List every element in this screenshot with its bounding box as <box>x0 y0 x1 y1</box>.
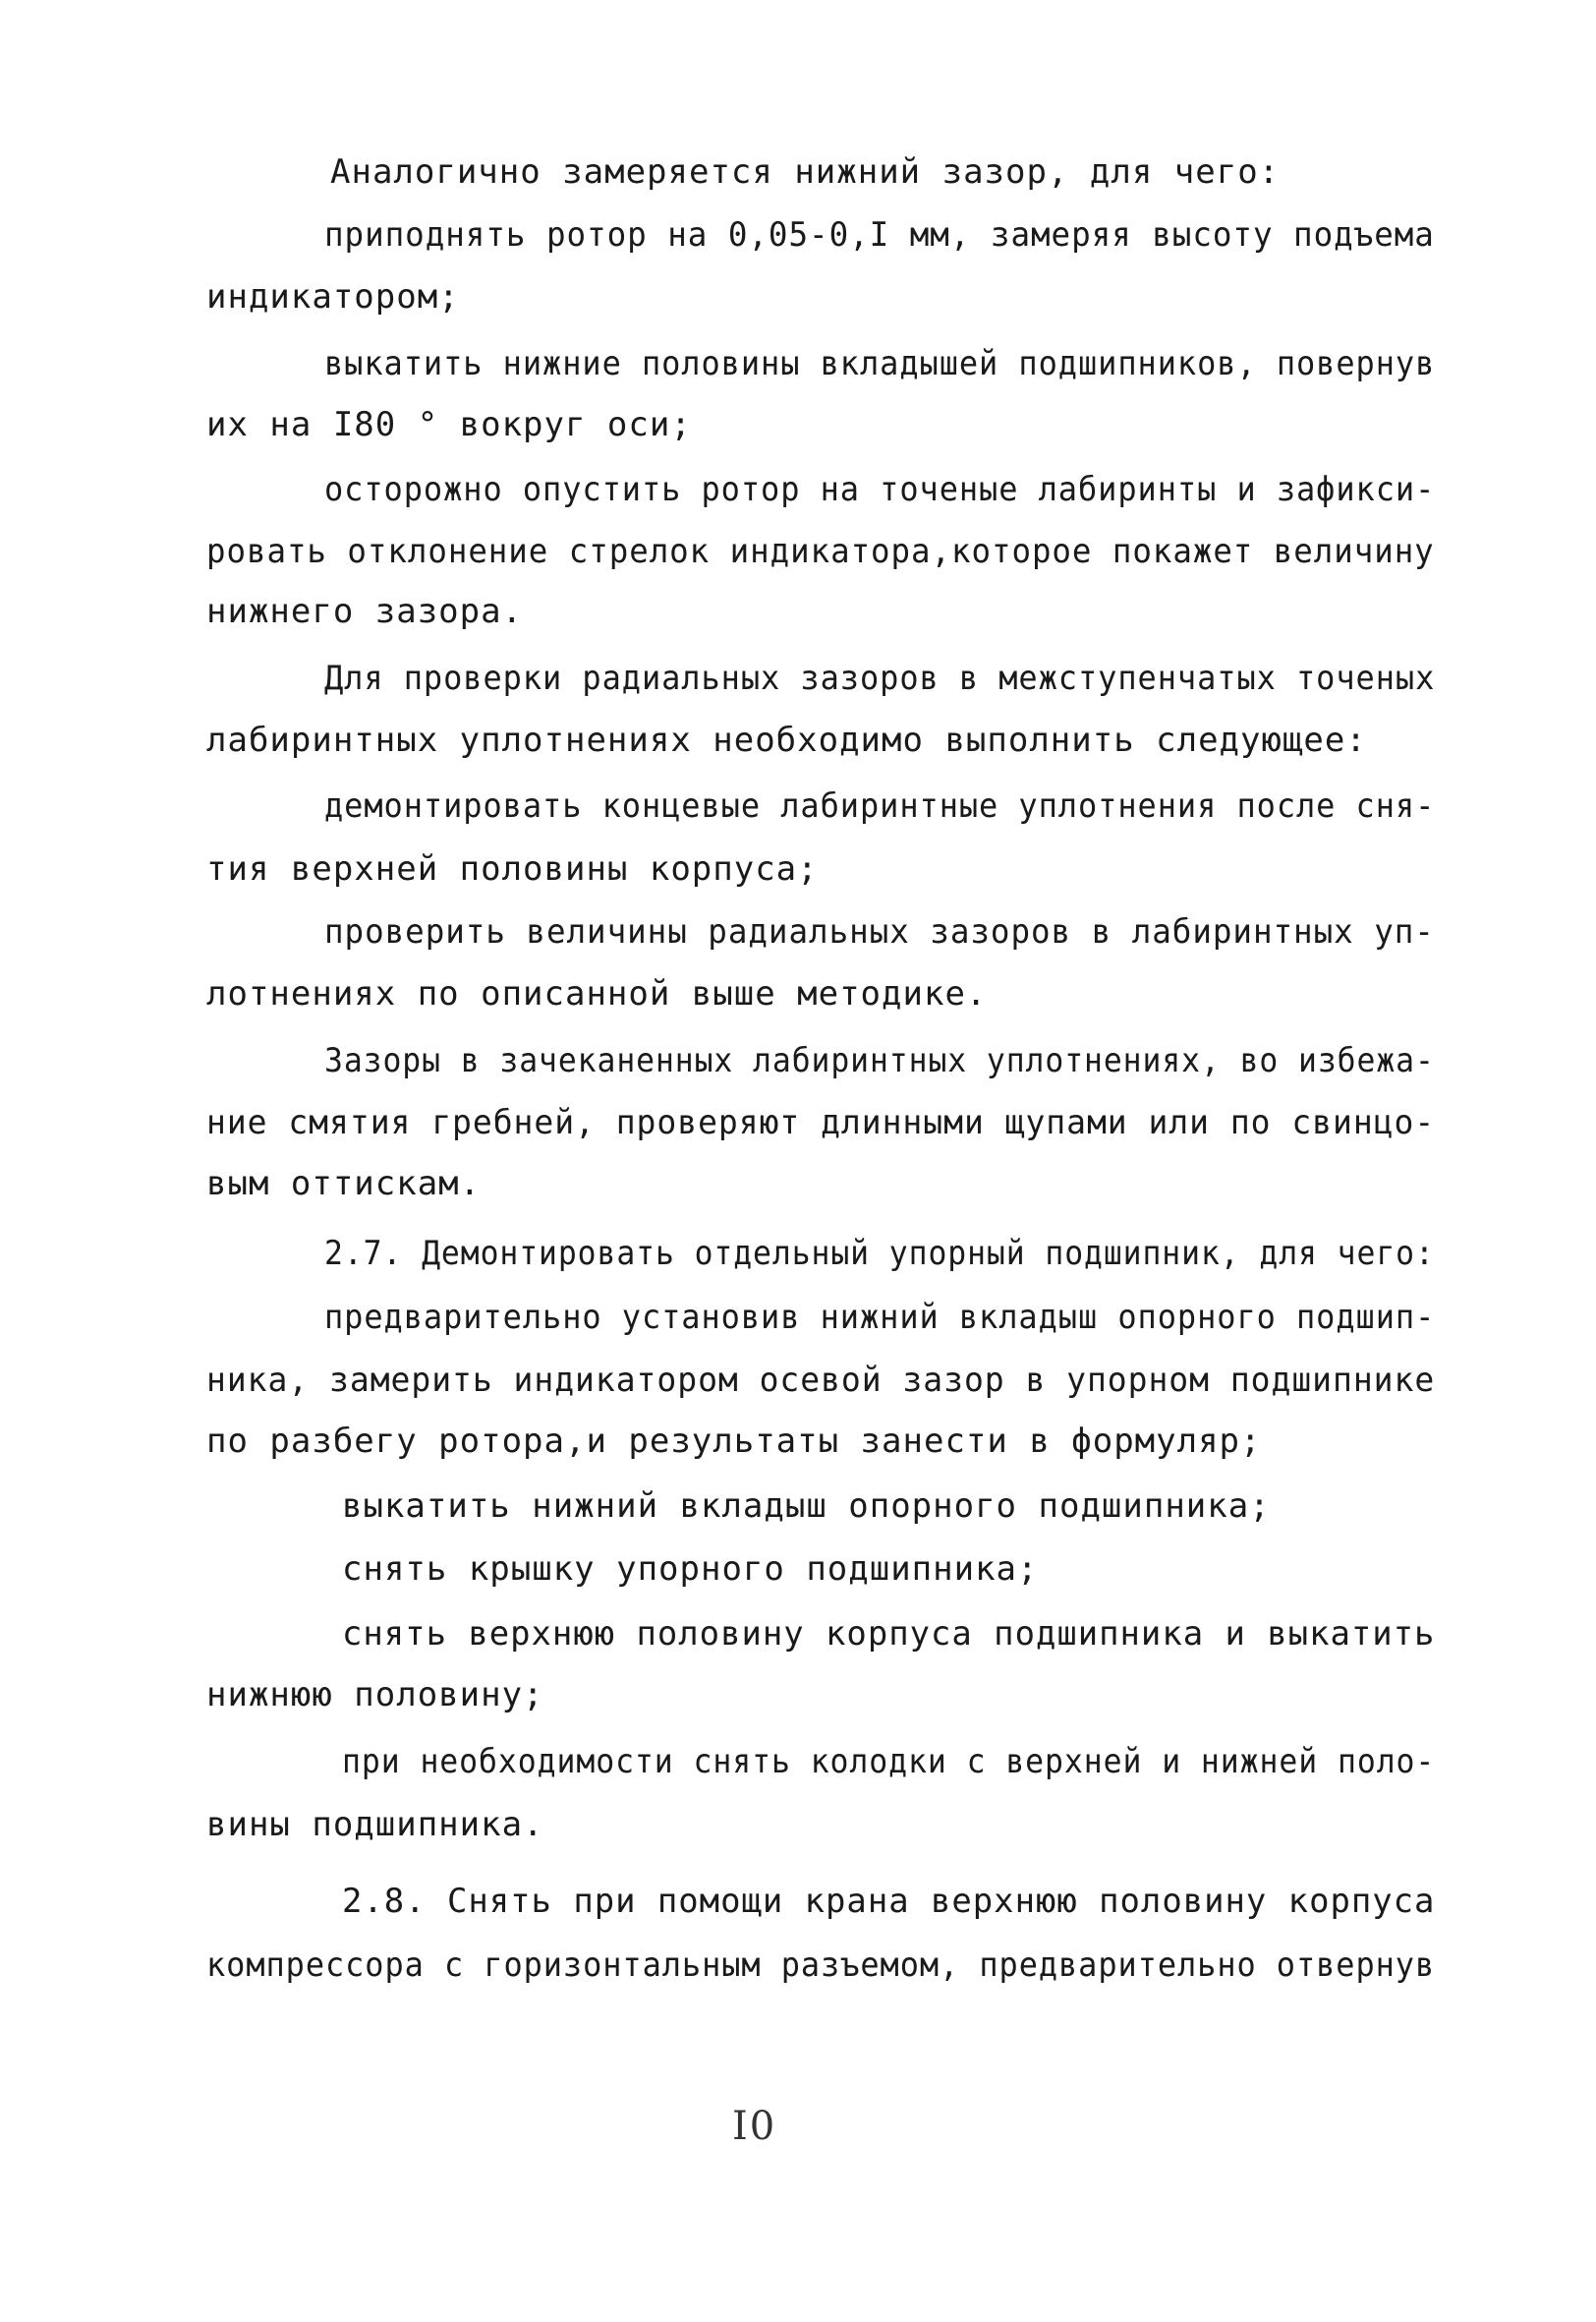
text-line: их на I80 ° вокруг оси; <box>206 405 692 444</box>
text-line: выкатить нижние половины вкладышей подшипников, повернув <box>324 344 1436 383</box>
page-number: I0 <box>732 2104 777 2149</box>
text-line: индикатором; <box>206 277 460 317</box>
text-line: нижнюю половину; <box>206 1675 544 1714</box>
text-line: проверить величины радиальных зазоров в лабиринтных уп- <box>324 912 1435 952</box>
text-line: ника, замерить индикатором осевой зазор в упорном подшипнике <box>206 1361 1436 1400</box>
text-line: выкатить нижний вкладыш опорного подшипника; <box>342 1486 1271 1526</box>
text-line: нижнего зазора. <box>206 592 524 631</box>
text-line: тия верхней половины корпуса; <box>206 849 819 889</box>
text-line: компрессора с горизонтальным разъемом, предварительно отвернув <box>206 1945 1436 1985</box>
text-line: ровать отклонение стрелок индикатора,которое покажет величину <box>206 532 1435 571</box>
text-line: снять крышку упорного подшипника; <box>342 1549 1039 1589</box>
text-line: приподнять ротор на 0,05-0,I мм, замеряя высоту подъема <box>324 215 1435 255</box>
text-line: при необходимости снять колодки с верхней и нижней поло- <box>342 1742 1436 1781</box>
text-line: ние смятия гребней, проверяют длинными щупами или по свинцо- <box>206 1103 1436 1142</box>
text-line: вины подшипника. <box>206 1805 544 1844</box>
text-line: Для проверки радиальных зазоров в межступенчатых точеных <box>324 659 1436 698</box>
text-line: 2.7. Демонтировать отдельный упорный подшипник, для чего: <box>324 1234 1435 1273</box>
text-line: лотнениях по описанной выше методике. <box>206 974 988 1014</box>
text-line: снять верхнюю половину корпуса подшипника и выкатить <box>342 1614 1436 1654</box>
text-line: 2.8. Снять при помощи крана верхнюю половину корпуса <box>342 1882 1436 1921</box>
text-line: вым оттискам. <box>206 1164 482 1203</box>
text-line: Аналогично замеряется нижний зазор, для чего: <box>330 152 1281 192</box>
text-line: Зазоры в зачеканенных лабиринтных уплотнениях, во избежа- <box>324 1041 1435 1080</box>
text-line: по разбегу ротора,и результаты занести в формуляр; <box>206 1422 1262 1461</box>
text-line: лабиринтных уплотнениях необходимо выполнить следующее: <box>206 721 1367 760</box>
text-line: предварительно установив нижний вкладыш опорного подшип- <box>324 1298 1436 1337</box>
text-line: демонтировать концевые лабиринтные уплотнения после сня- <box>324 786 1436 826</box>
text-line: осторожно опустить ротор на точеные лабиринты и зафикси- <box>324 470 1436 509</box>
